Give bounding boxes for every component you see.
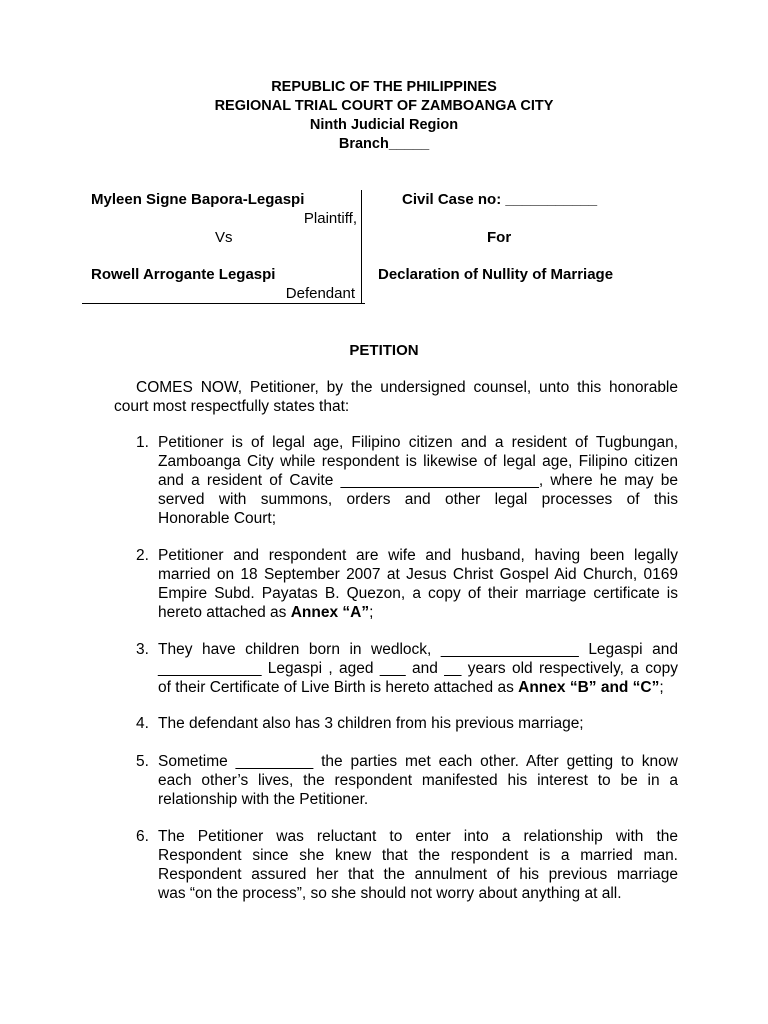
plaintiff-label: Plaintiff, xyxy=(303,210,357,227)
paragraph-body xyxy=(158,546,678,622)
numbered-paragraph xyxy=(136,433,678,528)
paragraph-line: Respondent since she knew that the respondent is a married man. xyxy=(158,847,678,864)
court-header xyxy=(0,78,768,154)
paragraph-line: served with summons, orders and other legal processes of this xyxy=(158,491,678,508)
paragraph-number: 3. xyxy=(136,641,149,658)
branch-heading: Branch_____ xyxy=(338,136,430,152)
paragraph-number: 6. xyxy=(136,828,149,845)
paragraph-number: 2. xyxy=(136,547,149,564)
paragraph-line: Petitioner and respondent are wife and husband, having been legally xyxy=(158,547,678,564)
paragraph-body xyxy=(158,752,678,809)
for-label: For xyxy=(487,229,512,246)
paragraph-line: Honorable Court; xyxy=(158,510,277,527)
annex-reference: Annex “B” and “C” xyxy=(518,679,660,696)
paragraph-line: The Petitioner was reluctant to enter into a relationship with the xyxy=(158,828,678,845)
numbered-paragraph xyxy=(136,752,678,809)
paragraph-line: The defendant also has 3 children from his previous marriage; xyxy=(158,715,584,732)
civil-case-number: Civil Case no: ___________ xyxy=(402,191,598,208)
annex-reference: Annex “A” xyxy=(290,604,370,621)
paragraph-line: ____________ Legaspi , aged ___ and __ years old respectively, a copy xyxy=(158,660,678,677)
line-text: ; xyxy=(659,679,664,696)
paragraph-body xyxy=(158,433,678,528)
paragraph-line: Sometime _________ the parties met each other. After getting to know xyxy=(158,753,678,770)
paragraph-line: Respondent assured her that the annulment of his previous marriage xyxy=(158,866,678,883)
petition-title: PETITION xyxy=(349,342,419,359)
versus-label: Vs xyxy=(215,229,233,246)
caption-divider-vertical xyxy=(361,190,362,303)
numbered-paragraph xyxy=(136,546,678,622)
paragraph-line: Petitioner is of legal age, Filipino citizen and a resident of Tugbungan, xyxy=(158,434,678,451)
paragraph-line xyxy=(158,603,678,622)
paragraph-body xyxy=(158,714,678,733)
paragraph-line xyxy=(158,678,678,697)
paragraph-number: 1. xyxy=(136,434,149,451)
intro-paragraph xyxy=(114,378,678,416)
line-text: of their Certificate of Live Birth is hereto attached as xyxy=(158,679,519,696)
intro-line: court most respectfully states that: xyxy=(114,398,350,415)
line-text: hereto attached as xyxy=(158,604,291,621)
paragraph-line: They have children born in wedlock, ________________ Legaspi and xyxy=(158,641,678,658)
defendant-name: Rowell Arrogante Legaspi xyxy=(91,266,276,283)
court-name-heading: REGIONAL TRIAL COURT OF ZAMBOANGA CITY xyxy=(214,98,554,114)
numbered-paragraph xyxy=(136,640,678,697)
paragraph-line: Empire Subd. Payatas B. Quezon, a copy of their marriage certificate is xyxy=(158,585,678,602)
paragraph-line: married on 18 September 2007 at Jesus Christ Gospel Aid Church, 0169 xyxy=(158,566,678,583)
caption-divider-horizontal xyxy=(82,303,365,304)
paragraph-line: each other’s lives, the respondent manifested his interest to be in a xyxy=(158,772,678,789)
line-text: ; xyxy=(369,604,374,621)
case-nature: Declaration of Nullity of Marriage xyxy=(378,266,614,283)
paragraph-number: 5. xyxy=(136,753,149,770)
paragraph-body xyxy=(158,640,678,697)
paragraph-line: was “on the process”, so she should not worry about anything at all. xyxy=(158,885,622,902)
country-heading: REPUBLIC OF THE PHILIPPINES xyxy=(271,79,497,95)
defendant-label: Defendant xyxy=(285,285,355,302)
paragraph-body xyxy=(158,827,678,903)
paragraph-line: relationship with the Petitioner. xyxy=(158,791,369,808)
paragraph-line: Zamboanga City while respondent is likewise of legal age, Filipino citizen xyxy=(158,453,678,470)
numbered-paragraph xyxy=(136,714,678,733)
judicial-region-heading: Ninth Judicial Region xyxy=(309,117,459,133)
intro-line: COMES NOW, Petitioner, by the undersigned counsel, unto this honorable xyxy=(136,379,678,396)
paragraph-number: 4. xyxy=(136,715,149,732)
numbered-paragraph xyxy=(136,827,678,903)
plaintiff-name: Myleen Signe Bapora-Legaspi xyxy=(91,191,305,208)
paragraph-line: and a resident of Cavite _______________________, where he may be xyxy=(158,472,678,489)
